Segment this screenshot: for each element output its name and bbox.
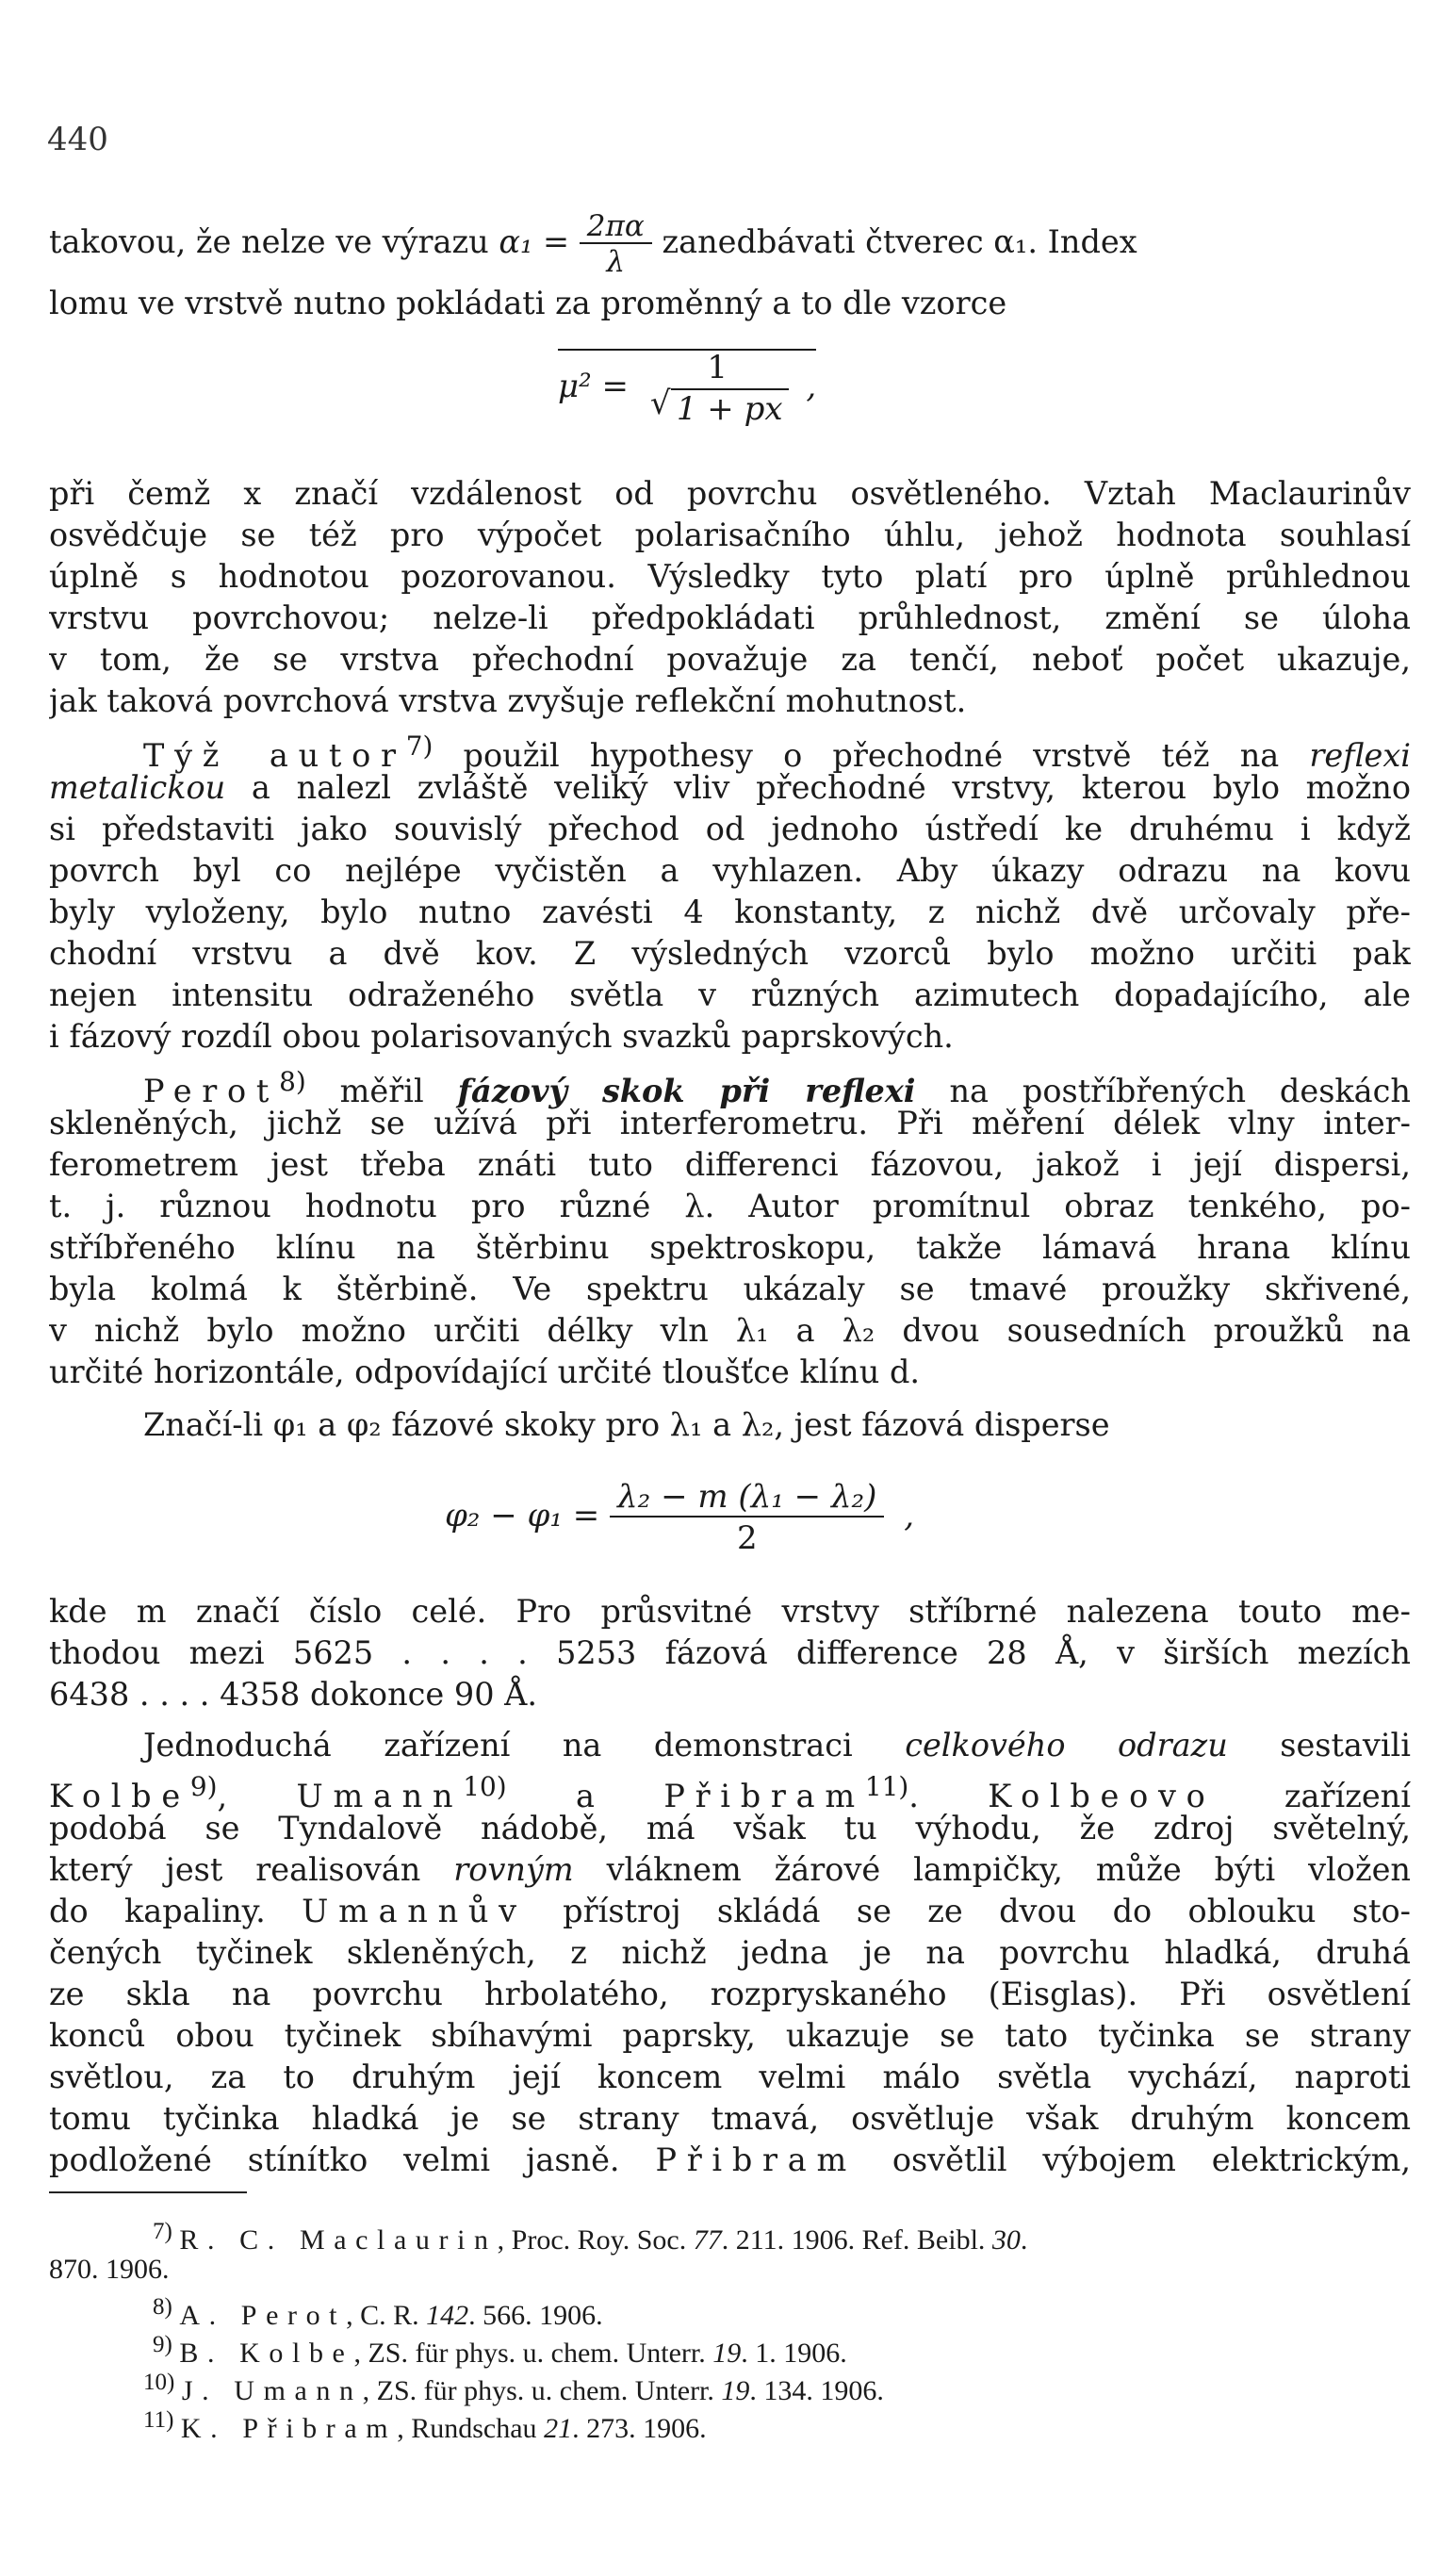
emphasis: reflexi — [1309, 737, 1411, 775]
emphasis: rovným — [453, 1851, 574, 1888]
footnote-text: , C. R. — [346, 2300, 427, 2331]
inline-fraction — [580, 210, 652, 275]
text-line-6: vrstvu povrchovou; nelze-li předpokládati průhlednost, změní se úloha — [49, 599, 1411, 636]
footnote-text: . 134. 1906. — [749, 2375, 884, 2406]
paragraph-4-line: kde m značí číslo celé. Pro průsvitné vrstvy stříbrné nalezena touto me- — [49, 1593, 1411, 1630]
footnote-11 — [49, 2402, 1411, 2448]
author-name: K. Přibram — [180, 2413, 398, 2444]
text-line-3: při čemž x značí vzdálenost od povrchu osvětleného. Vztah Maclaurinův — [49, 475, 1411, 512]
text-fragment: a — [506, 1778, 664, 1815]
footnote-text: . 211. 1906. Ref. Beibl. — [721, 2224, 992, 2256]
text-fragment: použil hypothesy o přechodné vrstvě též na — [433, 737, 1310, 775]
text-fragment: zařízení — [1215, 1778, 1411, 1815]
text-fragment: Jednoduchá zařízení na demonstraci — [143, 1727, 906, 1764]
text-fragment: takovou, že nelze ve výrazu — [49, 223, 499, 260]
paragraph-2-line: byly vyloženy, bylo nutno zavésti 4 konstanty, z nichž dvě určovaly pře- — [49, 894, 1411, 930]
text-fragment: do kapaliny. — [49, 1893, 266, 1929]
paragraph-5-first-line — [49, 1725, 1411, 1766]
text-line-5: úplně s hodnotou pozorovanou. Výsledky tyto platí pro úplně průhlednou — [49, 558, 1411, 595]
footnote-text: , Proc. Roy. Soc. — [497, 2224, 694, 2256]
formula-fraction — [639, 349, 796, 428]
footnote-divider — [49, 2191, 247, 2193]
paragraph-2-line: si představiti jako souvislý přechod od jednoho ústředí ke druhému i když — [49, 811, 1411, 847]
paragraph-5-line: podobá se Tyndalově nádobě, má však tu výhodu, že zdroj světelný, — [49, 1810, 1411, 1846]
paragraph-3-line: t. j. různou hodnotu pro různé λ. Autor promítnul obraz tenkého, po- — [49, 1188, 1411, 1224]
paragraph-5-line-4 — [49, 1849, 1411, 1891]
paragraph-5-line: čených tyčinek skleněných, z nichž jedna je na povrchu hladká, druhá — [49, 1934, 1411, 1971]
footnote-text: . 1. 1906. — [741, 2338, 847, 2369]
text-fragment: vláknem žárové lampičky, může býti vložen — [573, 1851, 1411, 1888]
paragraph-3-last-line: Značí-li φ₁ a φ₂ fázové skoky pro λ₁ a λ₂, jest fázová disperse — [143, 1406, 1110, 1443]
paragraph-4-line: 6438 . . . . 4358 dokonce 90 Å. — [49, 1676, 538, 1713]
footnote-mark: 8) — [153, 2294, 172, 2320]
formula-phase-dispersion — [445, 1478, 914, 1557]
text-line-1 — [49, 209, 1411, 275]
text-fragment: zanedbávati čtverec α₁. Index — [651, 223, 1137, 260]
paragraph-2-line: nejen intensitu odraženého světla v různých azimutech dopadajícího, ale — [49, 976, 1411, 1013]
paragraph-5-line: ze skla na povrchu hrbolatého, rozpryskaného (Eisglas). Při osvětlení — [49, 1976, 1411, 2012]
emphasis: metalickou — [49, 769, 226, 806]
paragraph-4-line: thodou mezi 5625 . . . . 5253 fázová difference 28 Å, v širších mezích — [49, 1634, 1411, 1671]
author-name: Kolbe — [49, 1778, 190, 1815]
square-root: √ 1 + px — [671, 388, 789, 428]
author-name: A. Perot — [179, 2300, 347, 2331]
text-line-7: v tom, že se vrstva přechodní považuje za tenčí, neboť počet ukazuje, — [49, 641, 1411, 678]
fraction-numerator: 1 — [707, 349, 728, 386]
paragraph-3-line: skleněných, jichž se užívá při interferometru. Při měření délek vlny inter- — [49, 1105, 1411, 1141]
footnote-text: , ZS. für phys. u. chem. Unterr. — [353, 2338, 713, 2369]
paragraph-3-line: byla kolmá k štěrbině. Ve spektru ukázaly se tmavé proužky skřivené, — [49, 1271, 1411, 1307]
paragraph-5-line: světlou, za to druhým její koncem velmi málo světla vychází, naproti — [49, 2059, 1411, 2095]
text-fragment: , — [217, 1778, 297, 1815]
footnote-ref: 8) — [279, 1066, 306, 1097]
footnote-mark: 9) — [153, 2332, 172, 2357]
text-fragment: který jest realisován — [49, 1851, 454, 1888]
paragraph-3-line: určité horizontále, odpovídající určité tloušťce klínu d. — [49, 1354, 921, 1390]
footnote-text: . — [1020, 2224, 1028, 2256]
formula-trail: , — [806, 368, 817, 405]
text-fragment: . — [908, 1778, 989, 1815]
text-fragment: přístroj skládá se ze dvou do oblouku sto- — [526, 1893, 1411, 1929]
footnote-mark: 11) — [143, 2407, 174, 2433]
footnote-ref: 10) — [463, 1771, 507, 1802]
paragraph-5-line: konců obou tyčinek sbíhavými paprsky, ukazuje se tato tyčinka se strany — [49, 2017, 1411, 2054]
volume-number: 19 — [712, 2338, 742, 2369]
text-line-4: osvědčuje se též pro výpočet polarisačního úhlu, jehož hodnota souhlasí — [49, 517, 1411, 553]
author-name: Umann — [296, 1778, 464, 1815]
paragraph-2-line: i fázový rozdíl obou polarisovaných svazků paprskových. — [49, 1018, 954, 1055]
fraction-denominator: 2 — [610, 1516, 884, 1557]
author-name: Perot — [143, 1073, 280, 1110]
footnote-ref: 7) — [405, 730, 434, 762]
emphasis: fázový skok při reflexi — [457, 1073, 916, 1110]
paragraph-3-line: v nichž bylo možno určiti délky vln λ₁ a λ₂ dvou sousedních proužků na — [49, 1312, 1411, 1349]
emphasis: celkového odrazu — [905, 1727, 1228, 1764]
author-name: R. C. Maclaurin — [179, 2224, 498, 2256]
author-name: B. Kolbe — [179, 2338, 354, 2369]
fraction-denominator: λ — [580, 242, 652, 275]
paragraph-2-line: chodní vrstvu a dvě kov. Z výsledných vzorců bylo možno určiti pak — [49, 935, 1411, 972]
footnote-text: , Rundschau — [397, 2413, 545, 2444]
text-fragment: na postříbřených deskách — [915, 1073, 1411, 1110]
text-fragment: podložené stínítko velmi jasně. — [49, 2141, 656, 2178]
text-fragment: měřil — [305, 1073, 458, 1110]
author-name: Týž autor — [143, 737, 406, 775]
footnote-text: . 273. 1906. — [572, 2413, 707, 2444]
paragraph-5-last-line — [49, 2140, 1411, 2181]
formula-trail: , — [904, 1497, 915, 1534]
footnote-mark: 10) — [143, 2370, 175, 2395]
author-name: J. Umann — [181, 2375, 363, 2406]
paragraph-3-line: ferometrem jest třeba znáti tuto differenci fázovou, jakož i její dispersi, — [49, 1146, 1411, 1183]
page-number: 440 — [47, 121, 108, 158]
inline-math: α₁ = — [499, 223, 570, 260]
footnote-text: , ZS. für phys. u. chem. Unterr. — [362, 2375, 722, 2406]
text-fragment: sestavili — [1227, 1727, 1411, 1764]
formula-lhs: μ² = — [558, 368, 630, 405]
text-line-8: jak taková povrchová vrstva zvyšuje reflekční mohutnost. — [49, 682, 967, 719]
fraction-denominator — [639, 386, 796, 428]
author-name: Přibram — [655, 2141, 857, 2178]
volume-number: 142 — [426, 2300, 469, 2331]
author-name: Umannův — [302, 1893, 527, 1929]
footnote-mark: 7) — [153, 2219, 172, 2244]
volume-number: 21 — [544, 2413, 573, 2444]
formula-mu — [558, 349, 816, 428]
volume-number: 19 — [721, 2375, 750, 2406]
text-fragment: a nalezl zvláště veliký vliv přechodné vrstvy, kterou bylo možno — [225, 769, 1411, 806]
footnote-text: . 566. 1906. — [468, 2300, 603, 2331]
text-fragment: osvětlil výbojem elektrickým, — [856, 2141, 1411, 2178]
author-name: Přibram — [663, 1778, 865, 1815]
formula-lhs: φ₂ − φ₁ = — [445, 1497, 600, 1534]
fraction-numerator: 2πα — [586, 209, 645, 243]
paragraph-3-line: stříbřeného klínu na štěrbinu spektroskopu, takže lámavá hrana klínu — [49, 1229, 1411, 1266]
formula-fraction — [610, 1478, 884, 1557]
paragraph-5-line-5 — [49, 1891, 1411, 1932]
fraction-numerator: λ₂ − m (λ₁ − λ₂) — [617, 1478, 877, 1516]
footnote-ref: 11) — [864, 1771, 909, 1802]
author-name: Kolbeovo — [988, 1778, 1216, 1815]
paragraph-5-line: tomu tyčinka hladká je se strany tmavá, osvětluje však druhým koncem — [49, 2100, 1411, 2137]
footnote-ref: 9) — [189, 1771, 218, 1802]
text-line-2: lomu ve vrstvě nutno pokládati za proměnný a to dle vzorce — [49, 285, 1007, 321]
paragraph-2-line-2 — [49, 767, 1411, 809]
volume-number: 30 — [991, 2224, 1021, 2256]
volume-number: 77 — [693, 2224, 722, 2256]
paragraph-2-line: povrch byl co nejlépe vyčistěn a vyhlazen. Aby úkazy odrazu na kovu — [49, 852, 1411, 889]
footnote-7-continuation: 870. 1906. — [49, 2254, 170, 2285]
